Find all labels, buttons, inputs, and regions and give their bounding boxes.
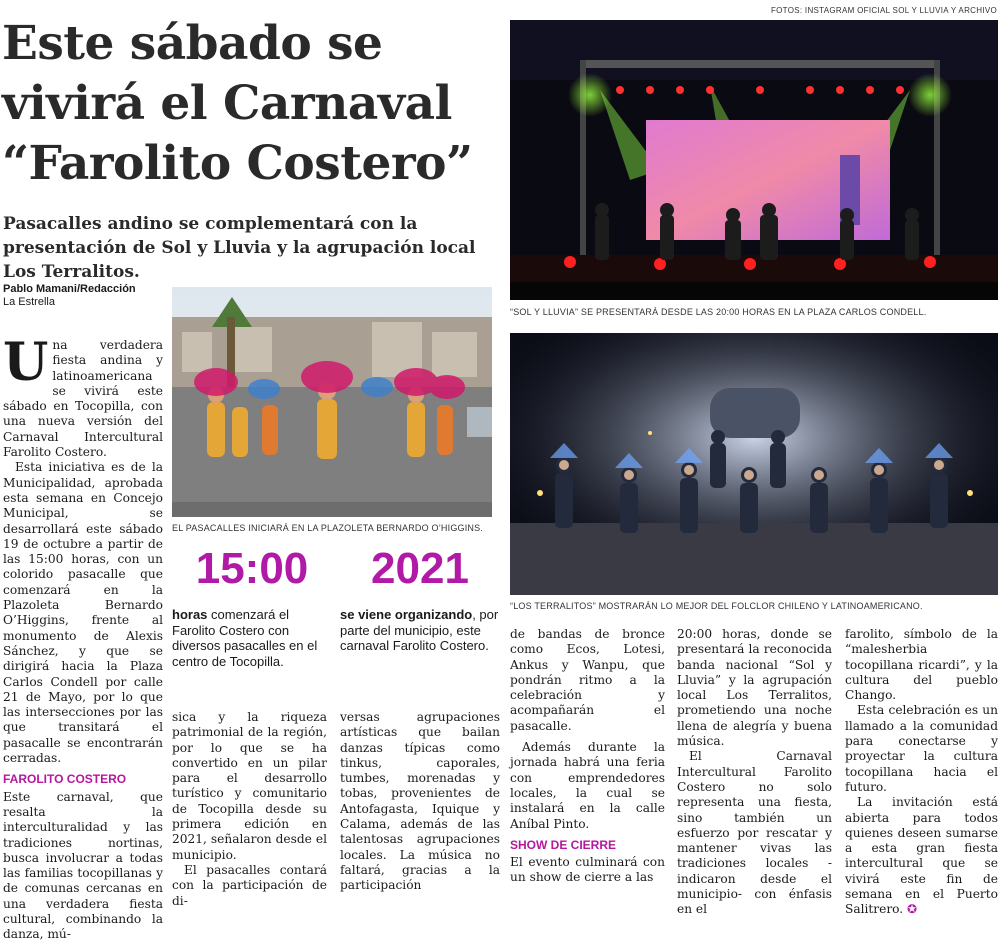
highlight-hours-body: comenzará el Farolito Costero con diversos pasacalles en el centro de Tocopilla. [172,607,318,669]
headline: Este sábado se vivirá el Carnaval “Farolito Costero” [2,16,473,191]
section-heading-show: SHOW DE CIERRE [510,837,617,852]
article-paragraph: Este carnaval, que resalta la interculturalidad y las tradiciones nortinas, busca involucrar a todas las familias tocopillanas y de comunas cercanas en una verdadera fiesta cultural, combinando la danza, mú- [3,789,163,942]
article-paragraph: El pasacalles contará con la participación de di- [172,862,327,908]
highlight-year-body: , por parte del municipio, este carnaval Farolito Costero. [340,607,499,653]
article-paragraph: Una verdadera fiesta andina y latinoamericana se vivirá este sábado en Tocopilla, con una nueva versión del Carnaval Intercultural Farolito Costero. [3,332,163,460]
concert-photo [510,20,998,300]
section-heading-farolito: FAROLITO COSTERO [3,772,127,787]
parade-caption: EL PASACALLES INICIARÁ EN LA PLAZOLETA BERNARDO O’HIGGINS. [172,523,484,533]
byline-author: Pablo Mamani/Redacción [3,283,136,295]
byline-paper: La Estrella [3,296,55,308]
article-paragraph: farolito, símbolo de la “malesherbia tocopillana ricardi”, y la cultura del pueblo Chango. [845,627,998,703]
article-column-5 [677,627,832,917]
highlight-year [340,545,500,654]
drop-cap: U [3,332,49,393]
parade-street-illustration [172,287,492,517]
article-paragraph: La invitación está abierta para todos quienes deseen sumarse a esta gran fiesta intercultural que se vivirá este fin de semana en el Puerto Salitrero. ✪ [845,795,998,917]
highlight-hours [172,545,332,669]
highlight-year-number: 2021 [371,544,469,593]
article-paragraph: Esta iniciativa es de la Municipalidad, aprobada esta semana en Concejo Municipal, se desarrollará este sábado 19 de octubre a partir de las 15:00 horas, con un colorido pasacalle que comenzará en la Plazoleta Bernardo O’Higgins, frente al monumento de Alexis Sánchez, y que se dirigirá hacia la Plaza Carlos Condell por calle 21 de Mayo, por lo que las intersecciones por las que transitará el pasacalle se encontrarán cerradas. [3,460,163,766]
article-paragraph: Además durante la jornada habrá una feria con emprendedores locales, la cual se instalará en la calle Aníbal Pinto. [510,740,665,831]
photo-credit: FOTOS: INSTAGRAM OFICIAL SOL Y LLUVIA Y ARCHIVO [770,6,997,15]
byline [3,283,136,309]
article-paragraph: El evento culminará con un show de cierre a las [510,855,665,885]
article-column-6 [845,627,998,917]
highlight-hours-text [172,607,332,669]
article-column-3 [340,710,500,893]
dancers-photo [510,333,998,595]
subheadline: Pasacalles andino se complementará con la presentación de Sol y Lluvia y la agrupación local Los Terralitos. [3,214,476,282]
highlight-year-bold: se viene organizando [340,607,473,622]
parade-photo [172,287,492,517]
end-mark-icon: ✪ [907,902,918,917]
concert-caption: “SOL Y LLUVIA” SE PRESENTARÁ DESDE LAS 20:00 HORAS EN LA PLAZA CARLOS CONDELL. [510,307,927,317]
article-paragraph: Esta celebración es un llamado a la comunidad para conectarse y proyectar la cultura tocopillana hacia el futuro. [845,703,998,794]
dancers-caption: “LOS TERRALITOS” MOSTRARÁN LO MEJOR DEL FOLCLOR CHILENO Y LATINOAMERICANO. [510,601,923,611]
article-column-1 [3,332,163,942]
article-column-4 [510,627,665,885]
article-paragraph: 20:00 horas, donde se presentará la reconocida banda nacional “Sol y Lluvia” y la agrupación local Los Terralitos, prometiendo una noche llena de alegría y buena música. [677,627,832,749]
concert-stage-illustration [510,20,998,300]
article-paragraph: de bandas de bronce como Ecos, Lotesi, Ankus y Wanpu, que pondrán ritmo a la celebración y acompañarán el pasacalle. [510,627,665,733]
dancers-stage-illustration [510,333,998,595]
article-paragraph: El Carnaval Intercultural Farolito Costero no solo representa una fiesta, sino también un esfuerzo por rescatar y mantener vivas las tradiciones locales -indicaron desde el municipio- con énfasis en el [677,749,832,917]
article-paragraph: versas agrupaciones artísticas que bailan danzas típicas como tinkus, caporales, tumbes, morenadas y tobas, provenientes de Antofagasta, Iquique y Calama, además de las talentosas agrupaciones locales. La música no faltará, gracias a la participación [340,710,500,893]
article-column-2 [172,710,327,908]
article-paragraph: sica y la riqueza patrimonial de la región, por lo que se ha convertido en un pilar para el desarrollo turístico y comunitario de Tocopilla desde su primera edición en 2021, señalaron desde el municipio. [172,710,327,862]
highlight-hours-bold: horas [172,607,208,622]
highlight-hours-number: 15:00 [195,544,309,593]
highlight-year-text [340,607,500,654]
